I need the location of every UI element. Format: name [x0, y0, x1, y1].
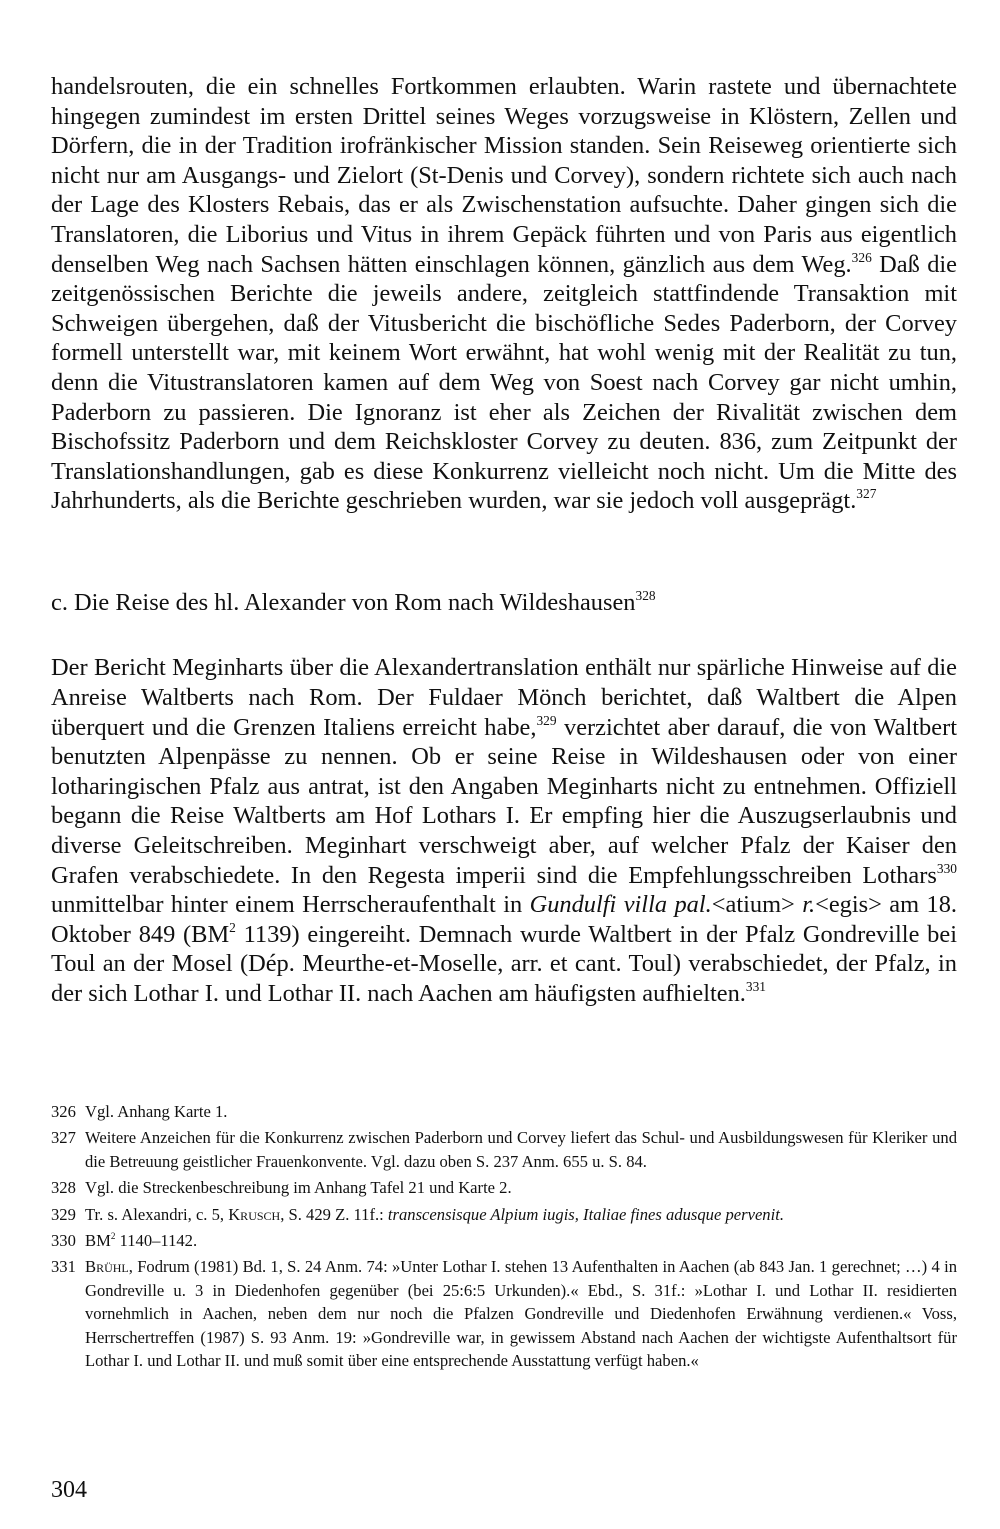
text-run: Der Bericht Meginharts über die Alexandertranslation enthält nur spärliche Hinweise auf die Anreise Waltberts nach Rom. Der Fuldaer Mönch berichtet, daß Waltbert die Alpen überquert und die Grenzen Italiens erreicht habe, [51, 654, 957, 741]
author-name: Brühl [85, 1257, 129, 1277]
footnote-text: BM [85, 1231, 111, 1251]
footnote-text: , Fodrum (1981) Bd. 1, S. 24 Anm. 74: »Unter Lothar I. stehen 13 Aufenthalten in Aachen (ab 843 Jan. 1 gerechnet; …) 4 in Gondreville u. 3 in Diedenhofen gegenüber (bei 25:6:5 Urkunden).« Ebd., S. 31f.: »Lothar I. und Lothar II. residierten vornehmlich in Aachen, neben dem nur noch die Pfalzen Gondreville und Diedenhofen Erwähnung verdienen.« Voss, Herrschertreffen (1987) S. 93 Anm. 19: »Gondreville war, in gewissem Abstand nach Aachen der wichtigste Aufenthaltsort für Lothar I. und Lothar II. und muß somit über eine entsprechende Ausstattung verfügt haben.« [85, 1257, 957, 1371]
footnote-328 [51, 1176, 957, 1199]
text-run: unmittelbar hinter einem Herrscheraufenthalt in [51, 891, 530, 919]
footnotes [51, 1100, 957, 1375]
italic-text: r. [802, 891, 816, 919]
footnote-number: 330 [51, 1231, 76, 1251]
text-run: <egis> am 18. Oktober 849 (BM [51, 891, 957, 948]
text-run: Daß die zeitgenössischen Berichte die jeweils andere, zeitgleich stattfindende Transaktion mit Schweigen übergehen, daß der Vitusbericht die bischöfliche Sedes Paderborn, der Corvey formell unterstellt war, mit keinem Wort erwähnt, hat wohl wenig mit der Realität zu tun, denn die Vitustranslatoren kamen auf dem Weg von Soest nach Corvey gar nicht umhin, Paderborn zu passieren. Die Ignoranz ist eher als Zeichen der Rivalität zwischen dem Bischofssitz Paderborn und dem Reichskloster Corvey zu deuten. 836, zum Zeitpunkt der Translationshandlungen, gab es diese Konkurrenz vielleicht noch nicht. Um die Mitte des Jahrhunderts, als die Berichte geschrieben wurden, war sie jedoch voll ausgeprägt. [51, 250, 958, 515]
footnote-ref-329[interactable]: 329 [536, 712, 557, 728]
footnote-text: Tr. s. Alexandri, c. 5, [85, 1204, 229, 1224]
footnote-number: 326 [51, 1102, 76, 1121]
footnote-331 [51, 1255, 957, 1372]
footnote-ref-331[interactable]: 331 [745, 978, 766, 994]
page-number: 304 [51, 1477, 87, 1503]
body-paragraph-1 [51, 72, 957, 516]
text-run: handelsrouten, die ein schnelles Fortkommen erlaubten. Warin rastete und übernachtete hingegen zumindest im ersten Drittel seines Weges vorzugsweise in Klöstern, Zellen und Dörfern, die in der Tradition irofränkischer Mission standen. Sein Reiseweg orientierte sich nicht nur am Ausgangs- und Zielort (St-Denis und Corvey), sondern richtete sich auch nach der Lage des Klosters Rebais, das er als Zwischenstation aufsuchte. Daher gingen sich die Translatoren, die Liborius und Vitus in ihrem Gepäck führten und von Paris aus eigentlich denselben Weg nach Sachsen hätten einschlagen können, gänzlich aus dem Weg. [51, 73, 957, 278]
footnote-ref-326[interactable]: 326 [851, 249, 872, 265]
quotation-italic: transcensisque Alpium iugis, Italiae fines adusque pervenit. [387, 1204, 784, 1224]
footnote-text: , S. 429 Z. 11f.: [280, 1204, 388, 1224]
footnote-number: 327 [51, 1128, 76, 1148]
footnote-number: 331 [51, 1257, 76, 1277]
footnote-330 [51, 1229, 957, 1252]
body-paragraph-2 [51, 629, 957, 1033]
footnote-number: 328 [51, 1178, 76, 1198]
section-heading [51, 588, 957, 618]
footnote-number: 329 [51, 1204, 76, 1224]
footnote-ref-328[interactable]: 328 [635, 587, 656, 603]
text-run: <atium> [711, 891, 803, 919]
heading-text: c. Die Reise des hl. Alexander von Rom nach Wildeshausen [51, 589, 636, 616]
footnote-ref-327[interactable]: 327 [856, 486, 877, 502]
superscript: 2 [110, 1231, 116, 1242]
text-run: verzichtet aber darauf, die von Waltbert benutzten Alpenpässe zu nennen. Ob er seine Reise in Wildeshausen oder von einer lotharingischen Pfalz aus antrat, ist den Angaben Meginharts nicht zu entnehmen. Offiziell begann die Reise Waltberts am Hof Lothars I. Er empfing hier die Auszugserlaubnis und diverse Geleitschreiben. Meginhart verschweigt aber, auf welcher Pfalz der Kaiser den Grafen verabschiedete. In den Regesta imperii sind die Empfehlungsschreiben Lothars [51, 713, 957, 889]
text-run: 1139) eingereiht. Demnach wurde Waltbert in der Pfalz Gondreville bei Toul an der Mosel (Dép. Meurthe-et-Moselle, arr. et cant. Toul) verabschiedet, der Pfalz, in der sich Lothar I. und Lothar II. nach Aachen am häufigsten aufhielten. [51, 920, 957, 1007]
superscript: 2 [229, 919, 236, 935]
paragraph-text [51, 653, 957, 1008]
footnote-text: 1140–1142. [115, 1231, 198, 1251]
footnote-ref-330[interactable]: 330 [936, 860, 957, 876]
paragraph-text [51, 72, 957, 516]
author-name: Krusch [228, 1204, 281, 1224]
footnote-text: Weitere Anzeichen für die Konkurrenz zwischen Paderborn und Corvey liefert das Schul- und Ausbildungswesen für Kleriker und die Betreuung geistlicher Frauenkonvente. Vgl. dazu oben S. 237 Anm. 655 u. S. 84. [85, 1128, 957, 1171]
footnote-326 [51, 1100, 957, 1123]
italic-text: Gundulfi villa pal. [529, 891, 712, 919]
footnote-text: Vgl. Anhang Karte 1. [85, 1102, 228, 1121]
footnote-329 [51, 1203, 957, 1226]
footnote-text: Vgl. die Streckenbeschreibung im Anhang Tafel 21 und Karte 2. [85, 1178, 512, 1198]
footnote-327 [51, 1126, 957, 1173]
